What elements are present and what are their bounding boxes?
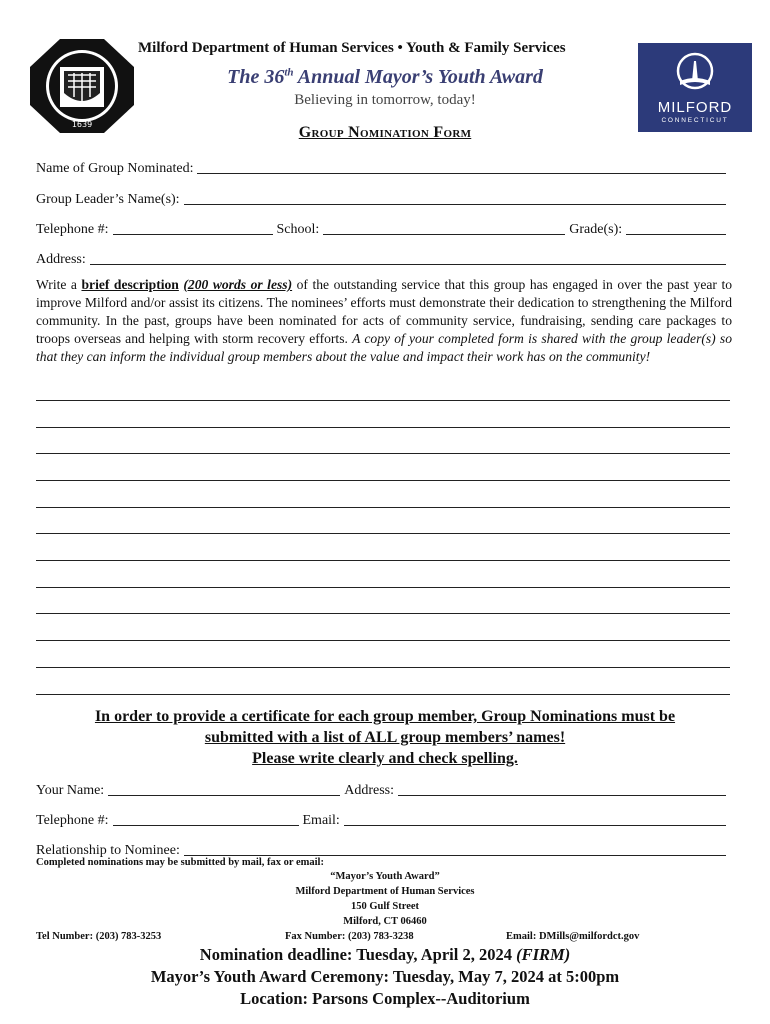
leader-name-label: Group Leader’s Name(s): <box>36 192 180 207</box>
description-line[interactable] <box>36 533 730 534</box>
email-address[interactable]: Email: DMills@milfordct.gov <box>506 931 640 942</box>
nominator-address-label: Address: <box>344 783 394 798</box>
school-field[interactable] <box>323 220 565 235</box>
group-name-field[interactable] <box>197 159 726 174</box>
telephone-school-grade-row <box>36 218 730 238</box>
school-label: School: <box>276 222 320 237</box>
milford-connecticut-logo: MILFORD CONNECTICUT <box>638 43 752 132</box>
mail-address-line: Milford, CT 06460 <box>343 916 427 927</box>
department-header: Milford Department of Human Services • Youth & Family Services <box>138 40 566 56</box>
description-instructions: Write a brief description (200 words or less) of the outstanding service that this group has engaged in over the past year to improve Milford and/or assist its citizens. The nominees’ efforts must demonstrate their dedication to strengthening the Milford community. In the past, groups have been nominated for acts of community service, fundraising, sending care packages to troops overseas and helping with storm recovery efforts. A copy of your completed form is shared with the group leader(s) so that they can inform the individual group members about the value and impact their work has on the community! <box>36 277 733 364</box>
relationship-row <box>36 839 730 859</box>
mail-address-line: 150 Gulf Street <box>350 901 420 912</box>
mail-address-line: Milford Department of Human Services <box>295 886 475 897</box>
your-name-field[interactable] <box>108 781 340 796</box>
description-line[interactable] <box>36 400 730 401</box>
description-line[interactable] <box>36 507 730 508</box>
grade-field[interactable] <box>626 220 726 235</box>
address-label: Address: <box>36 252 86 267</box>
relationship-label: Relationship to Nominee: <box>36 843 180 858</box>
description-line[interactable] <box>36 427 730 428</box>
award-title: The 36th Annual Mayor’s Youth Award <box>227 66 543 88</box>
nominator-email-field[interactable] <box>344 811 726 826</box>
description-line[interactable] <box>36 613 730 614</box>
mail-address-line: “Mayor’s Youth Award” <box>330 871 440 882</box>
description-line[interactable] <box>36 667 730 668</box>
nomination-deadline: Nomination deadline: Tuesday, April 2, 2024 (FIRM) <box>199 945 571 964</box>
leader-name-row <box>36 188 730 208</box>
relationship-field[interactable] <box>184 841 726 856</box>
grade-label: Grade(s): <box>569 222 623 237</box>
form-title: Group Nomination Form <box>298 124 472 141</box>
telephone-field[interactable] <box>113 220 273 235</box>
description-line[interactable] <box>36 640 730 641</box>
ceremony-info: Mayor’s Youth Award Ceremony: Tuesday, May 7, 2024 at 5:00pm <box>150 967 620 986</box>
tel-number: Tel Number: (203) 783-3253 <box>36 931 162 942</box>
milford-seal-icon <box>28 37 136 135</box>
nominator-name-address-row <box>36 779 730 799</box>
nominator-address-field[interactable] <box>398 781 726 796</box>
header-bullet: • <box>397 40 403 56</box>
nominator-telephone-field[interactable] <box>113 811 299 826</box>
nominator-phone-email-row <box>36 809 730 829</box>
nominator-telephone-label: Telephone #: <box>36 813 109 828</box>
description-line[interactable] <box>36 694 730 695</box>
description-line[interactable] <box>36 453 730 454</box>
telephone-label: Telephone #: <box>36 222 109 237</box>
group-members-notice: In order to provide a certificate for each group member, Group Nominations must be submitted with a list of ALL group members’ names! Please write clearly and check spelling. <box>94 708 676 767</box>
description-line[interactable] <box>36 560 730 561</box>
fax-number: Fax Number: (203) 783-3238 <box>285 931 414 942</box>
your-name-label: Your Name: <box>36 783 105 798</box>
group-name-row <box>36 157 730 177</box>
address-field[interactable] <box>90 250 726 265</box>
nominator-email-label: Email: <box>302 813 340 828</box>
submission-intro: Completed nominations may be submitted by mail, fax or email: <box>36 857 324 868</box>
description-line[interactable] <box>36 587 730 588</box>
group-name-label: Name of Group Nominated: <box>36 161 194 176</box>
svg-text:1639: 1639 <box>71 120 93 129</box>
leader-name-field[interactable] <box>184 190 726 205</box>
location-info: Location: Parsons Complex--Auditorium <box>240 989 530 1008</box>
description-line[interactable] <box>36 480 730 481</box>
address-row <box>36 248 730 268</box>
lighthouse-icon <box>675 51 715 95</box>
tagline: Believing in tomorrow, today! <box>294 92 476 108</box>
